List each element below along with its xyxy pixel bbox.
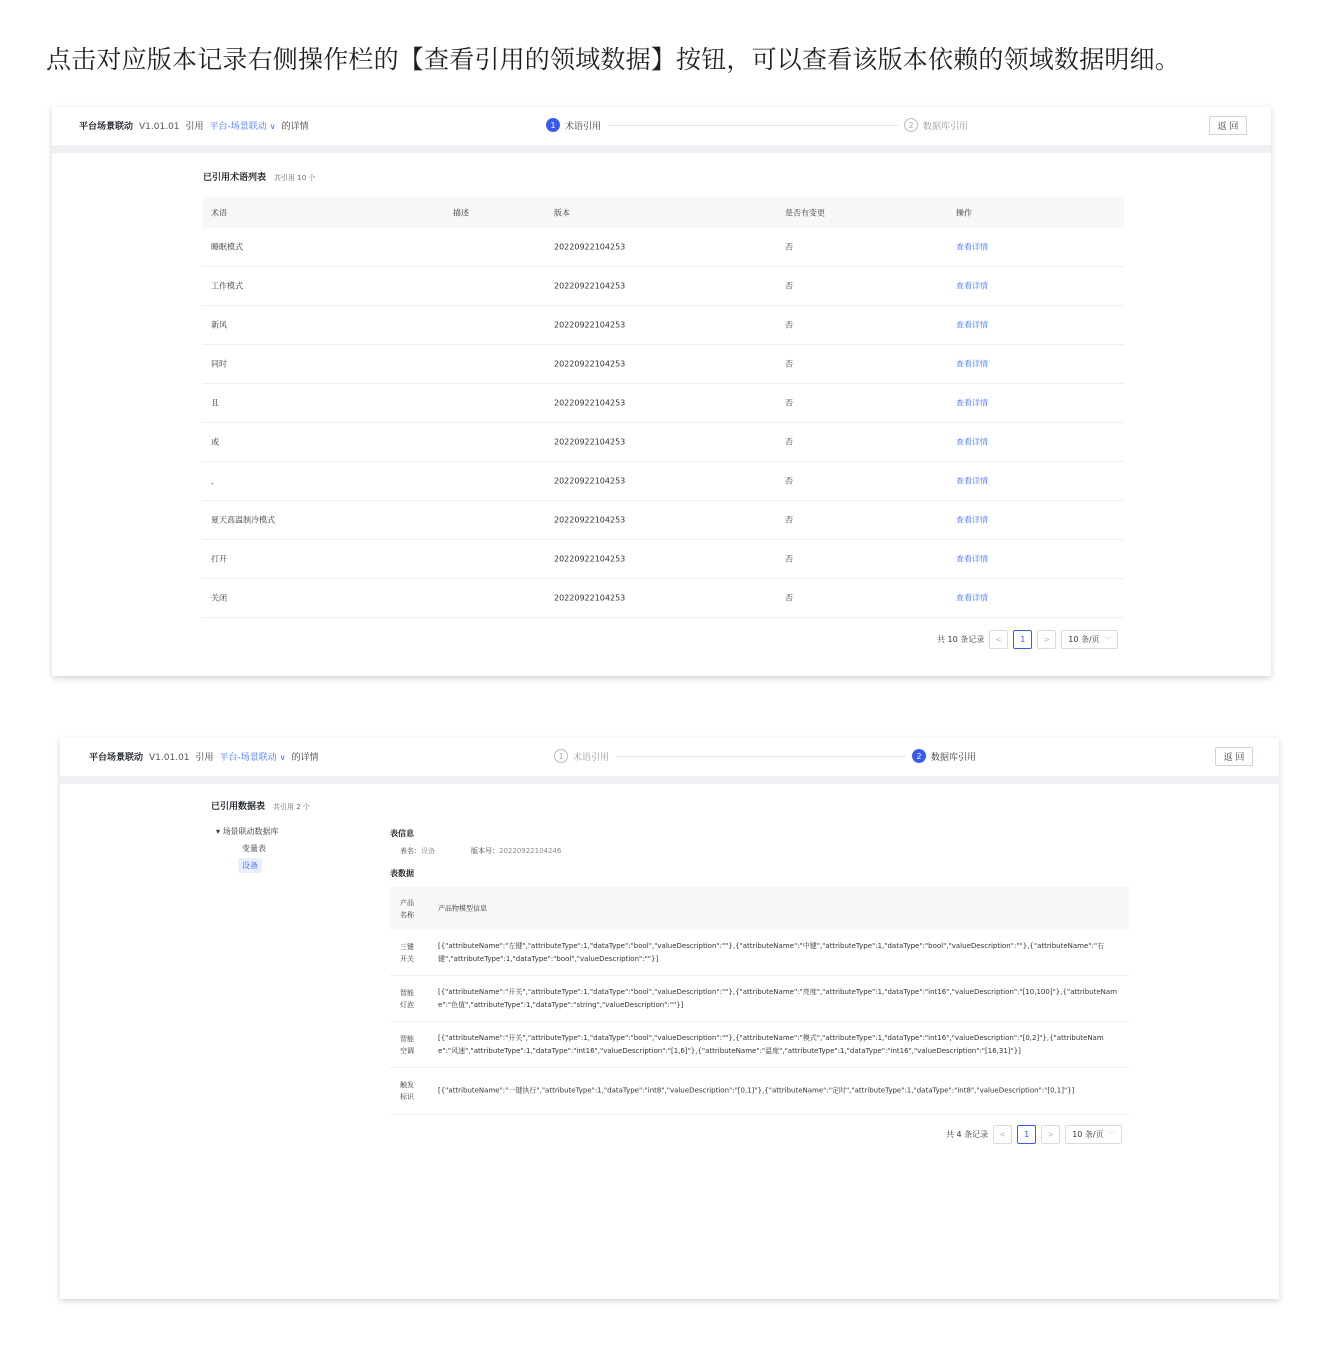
table-row <box>202 345 1124 384</box>
step-number: 2 <box>904 118 918 132</box>
header-divider <box>60 776 1279 784</box>
page-size-value: 10 条/页 <box>1072 1130 1104 1139</box>
ref-link[interactable]: 平台-场景联动 <box>219 753 277 763</box>
chevron-down-icon: ﹀ <box>1104 635 1112 644</box>
cell-changed: 否 <box>785 437 793 447</box>
page-title <box>79 119 309 132</box>
view-detail-link[interactable]: 查看详情 <box>956 476 988 486</box>
cell-changed: 否 <box>785 281 793 291</box>
view-detail-link[interactable]: 查看详情 <box>956 398 988 408</box>
cell-term: 工作模式 <box>211 281 243 291</box>
view-detail-link[interactable]: 查看详情 <box>956 593 988 603</box>
step-db-reference[interactable] <box>904 118 968 132</box>
table-info-label: 表信息 <box>390 829 414 838</box>
table-header <box>202 197 1124 228</box>
view-detail-link[interactable]: 查看详情 <box>956 320 988 330</box>
step-term-reference[interactable] <box>546 118 601 132</box>
cell-version: 20220922104253 <box>554 476 626 486</box>
cell-product-name: 智能 灯泡 <box>400 988 414 1009</box>
step-number: 2 <box>912 749 926 763</box>
cell-version: 20220922104253 <box>554 437 626 447</box>
cell-model-info: [{"attributeName":"左键","attributeType":1,"dataType":"bool","valueDescription":""},{"attributeName":"中键","attributeType":1,"dataType":"bool","valueDescription":""},{"attributeName":"右键","attributeType":1,"dataType":"bool","valueDescription":""}] <box>438 941 1105 963</box>
view-detail-link[interactable]: 查看详情 <box>956 242 988 252</box>
cell-term: 睡眠模式 <box>211 242 243 252</box>
view-detail-link[interactable]: 查看详情 <box>956 281 988 291</box>
step-db-reference[interactable] <box>912 749 976 763</box>
col-product-name: 产品 名称 <box>400 898 414 919</box>
cell-version: 20220922104253 <box>554 398 626 408</box>
cell-changed: 否 <box>785 320 793 330</box>
cell-changed: 否 <box>785 398 793 408</box>
title-suffix: 的详情 <box>281 122 309 132</box>
prev-page-button[interactable]: < <box>993 1125 1012 1144</box>
header-divider <box>52 145 1271 153</box>
cell-term: 或 <box>211 437 219 447</box>
cell-product-name: 三键 开关 <box>400 942 414 963</box>
step-number: 1 <box>554 749 568 763</box>
col-action: 操作 <box>956 208 972 217</box>
tree-node-db[interactable] <box>216 826 279 837</box>
term-pagination <box>937 630 1118 649</box>
cell-model-info: [{"attributeName":"一键执行","attributeType":1,"dataType":"int8","valueDescription":"[0,1]"},{"attributeName":"定时","attributeType":1,"dataType":"int8","valueDescription":"[0,1]"}] <box>438 1086 1075 1095</box>
step-label: 术语引用 <box>573 752 610 763</box>
panel-header <box>52 107 1271 145</box>
product-name: 平台场景联动 <box>79 122 134 132</box>
cell-model-info: [{"attributeName":"开关","attributeType":1,"dataType":"bool","valueDescription":""},{"attributeName":"亮度","attributeType":1,"dataType":"int16","valueDescription":"[10,100]"},{"attributeName":"色值","attributeType":1,"dataType":"string","valueDescription":""}] <box>438 987 1118 1009</box>
cell-version: 20220922104253 <box>554 515 626 525</box>
cell-version: 20220922104253 <box>554 281 626 291</box>
cell-term: 打开 <box>211 554 227 564</box>
back-button[interactable]: 返 回 <box>1215 747 1253 766</box>
page-1-button[interactable]: 1 <box>1013 630 1032 649</box>
product-name: 平台场景联动 <box>89 753 144 763</box>
panel-header <box>60 738 1279 776</box>
cell-version: 20220922104253 <box>554 593 626 603</box>
term-table <box>202 197 1124 621</box>
pager-total: 共 4 条记录 <box>946 1130 989 1139</box>
back-button[interactable]: 返 回 <box>1209 116 1247 135</box>
step-label: 数据库引用 <box>931 752 977 763</box>
step-connector <box>608 125 898 126</box>
cell-product-name: 触发 标识 <box>400 1081 414 1101</box>
db-tree <box>216 826 366 886</box>
device-data-table <box>390 887 1129 1117</box>
cell-term: 且 <box>211 398 219 408</box>
step-label: 术语引用 <box>565 121 602 132</box>
table-row <box>390 976 1129 1022</box>
cell-term: 新风 <box>211 320 227 330</box>
cell-changed: 否 <box>785 242 793 252</box>
table-header <box>390 887 1129 930</box>
table-row <box>202 423 1124 462</box>
cell-term: , <box>211 476 214 486</box>
view-detail-link[interactable]: 查看详情 <box>956 359 988 369</box>
view-detail-link[interactable]: 查看详情 <box>956 437 988 447</box>
view-detail-link[interactable]: 查看详情 <box>956 515 988 525</box>
col-changed: 是否有变更 <box>785 208 825 217</box>
db-list-title: 已引用数据表 <box>211 802 266 812</box>
chevron-down-icon: ﹀ <box>1108 1130 1116 1139</box>
cell-changed: 否 <box>785 515 793 525</box>
page-size-select[interactable] <box>1065 1125 1122 1144</box>
table-row <box>202 540 1124 579</box>
cell-model-info: [{"attributeName":"开关","attributeType":1,"dataType":"bool","valueDescription":""},{"attributeName":"模式","attributeType":1,"dataType":"int16","valueDescription":"[0,2]"},{"attributeName":"风速","attributeType":1,"dataType":"int16","valueDescription":"[1,6]"},{"attributeName":"温度","attributeType":1,"dataType":"int16","valueDescription":"[16,31]"}] <box>438 1033 1104 1055</box>
table-version-value: 20220922104246 <box>499 847 562 855</box>
table-row <box>390 1068 1129 1115</box>
section-title <box>203 170 315 183</box>
step-number: 1 <box>546 118 560 132</box>
term-count: 共引用 10 个 <box>274 174 316 182</box>
db-reference-panel <box>60 738 1279 1299</box>
caret-down-icon[interactable]: ▾ <box>216 827 221 836</box>
db-pagination <box>946 1125 1122 1144</box>
page-size-select[interactable] <box>1061 630 1118 649</box>
tree-node-device[interactable]: 设备 <box>238 858 262 873</box>
pager-total: 共 10 条记录 <box>937 635 985 644</box>
cell-changed: 否 <box>785 593 793 603</box>
page-size-value: 10 条/页 <box>1068 635 1100 644</box>
table-data-label: 表数据 <box>390 869 414 878</box>
col-desc: 描述 <box>453 208 469 217</box>
table-name-line <box>400 846 435 856</box>
chevron-down-icon[interactable]: ∨ <box>269 122 276 131</box>
cell-version: 20220922104253 <box>554 320 626 330</box>
table-row <box>390 930 1129 976</box>
table-version-label: 版本号： <box>471 847 499 855</box>
table-name-label: 表名： <box>400 847 421 855</box>
next-page-button[interactable]: > <box>1041 1125 1060 1144</box>
table-row <box>202 306 1124 345</box>
ref-link[interactable]: 平台-场景联动 <box>209 122 267 132</box>
col-version: 版本 <box>554 208 570 217</box>
table-row <box>202 228 1124 267</box>
cell-version: 20220922104253 <box>554 554 626 564</box>
cell-changed: 否 <box>785 359 793 369</box>
step-label: 数据库引用 <box>923 121 969 132</box>
page-title <box>89 750 319 763</box>
ref-word: 引用 <box>195 753 214 763</box>
intro-text: 点击对应版本记录右侧操作栏的【查看引用的领域数据】按钮，可以查看该版本依赖的领域数据明细。 <box>46 45 1181 74</box>
col-model-info: 产品物模型信息 <box>438 904 487 912</box>
prev-page-button[interactable]: < <box>989 630 1008 649</box>
table-version-line <box>471 846 561 856</box>
step-term-reference[interactable] <box>554 749 609 763</box>
cell-version: 20220922104253 <box>554 359 626 369</box>
title-suffix: 的详情 <box>291 753 319 763</box>
table-row <box>202 267 1124 306</box>
next-page-button[interactable]: > <box>1037 630 1056 649</box>
cell-changed: 否 <box>785 476 793 486</box>
version-label: V1.01.01 <box>149 753 190 763</box>
page-1-button[interactable]: 1 <box>1017 1125 1036 1144</box>
tree-node-label: 场景联动数据库 <box>222 827 279 836</box>
cell-term: 关闭 <box>211 593 227 603</box>
table-name-value: 设备 <box>421 847 435 855</box>
tree-node-variable-table[interactable]: 变量表 <box>242 844 266 853</box>
table-row <box>202 501 1124 540</box>
cell-term: 夏天高温制冷模式 <box>211 515 275 525</box>
version-label: V1.01.01 <box>139 122 180 132</box>
step-connector <box>616 756 906 757</box>
cell-term: 同时 <box>211 359 227 369</box>
table-row <box>202 384 1124 423</box>
view-detail-link[interactable]: 查看详情 <box>956 554 988 564</box>
db-count: 共引用 2 个 <box>273 803 310 811</box>
table-row <box>202 462 1124 501</box>
chevron-down-icon[interactable]: ∨ <box>279 753 286 762</box>
ref-word: 引用 <box>185 122 204 132</box>
cell-product-name: 智能 空调 <box>400 1034 414 1055</box>
section-title <box>211 799 310 812</box>
table-row <box>390 1022 1129 1068</box>
cell-version: 20220922104253 <box>554 242 626 252</box>
term-list-title: 已引用术语列表 <box>203 173 267 183</box>
term-reference-panel <box>52 107 1271 676</box>
cell-changed: 否 <box>785 554 793 564</box>
table-row <box>202 579 1124 618</box>
col-term: 术语 <box>211 208 227 217</box>
